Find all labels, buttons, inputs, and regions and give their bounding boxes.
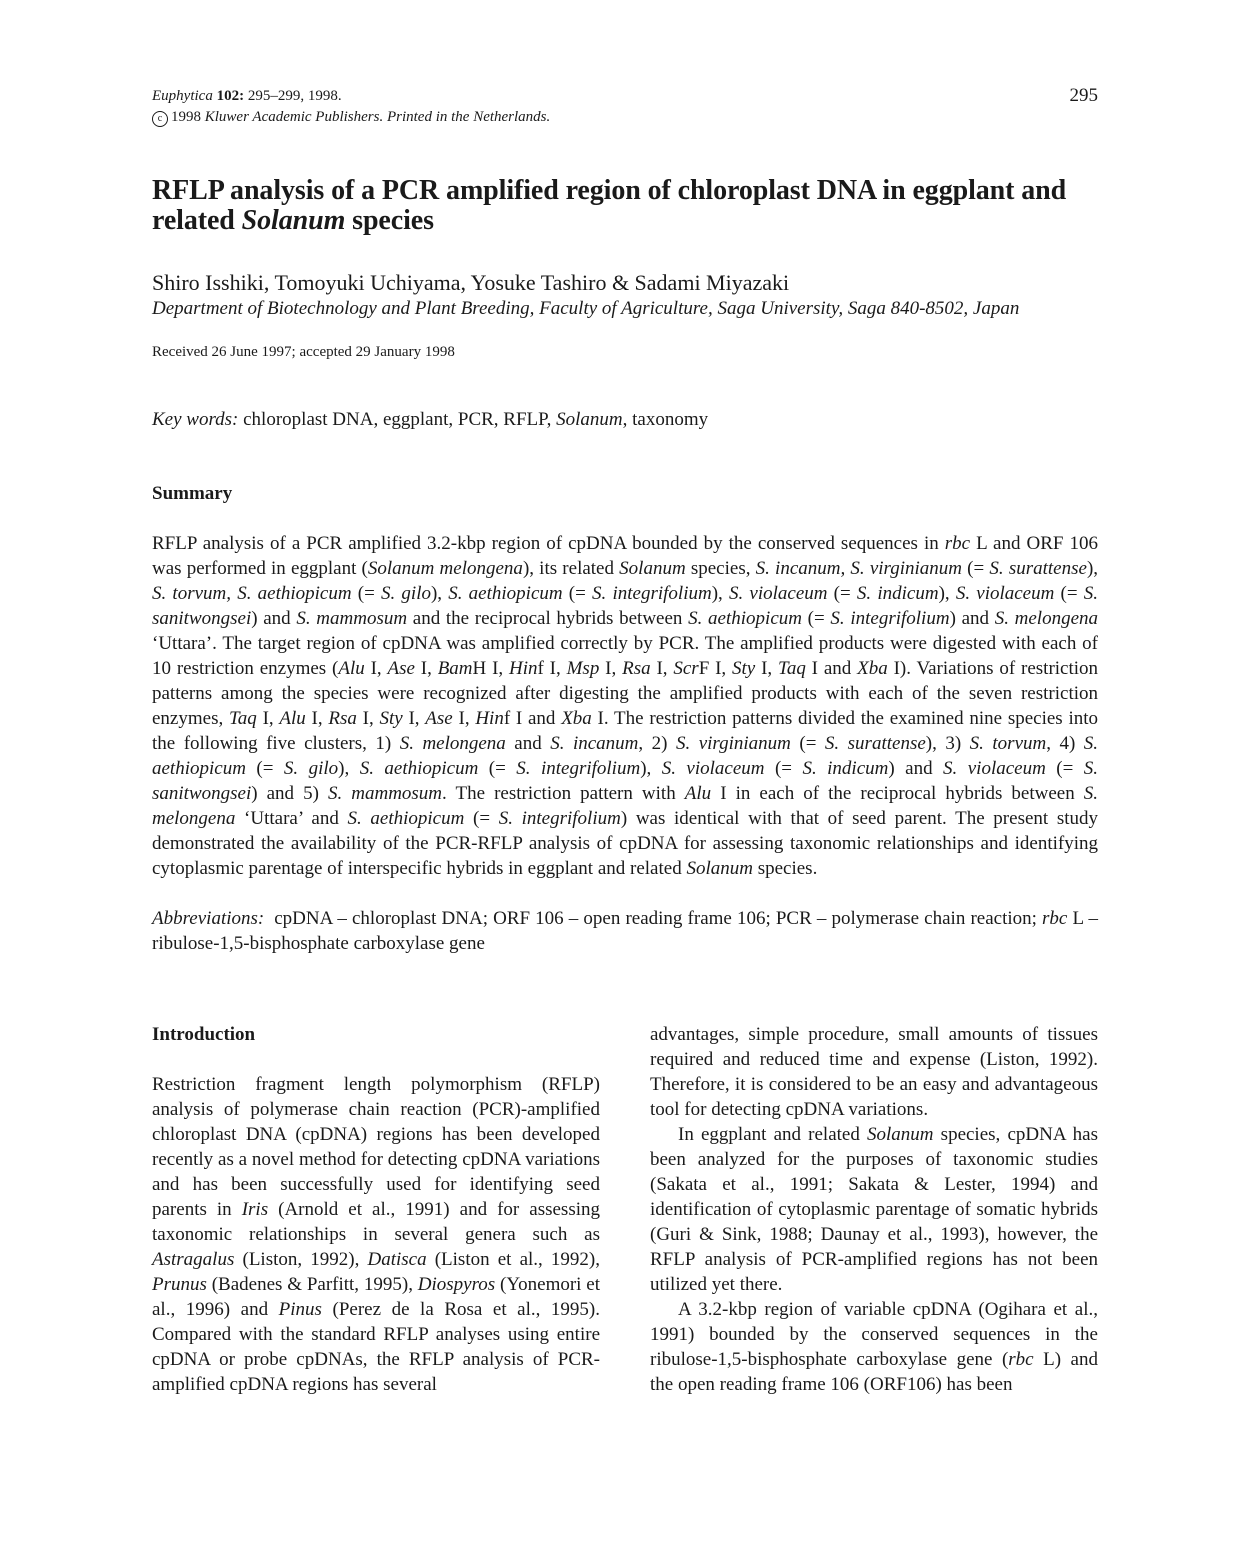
title-text-end: species xyxy=(352,205,434,236)
text-run: ) and 5) xyxy=(251,783,328,804)
text-run: ), xyxy=(338,758,360,779)
text-run: (= xyxy=(245,758,284,779)
text-run: (Liston et al., 1992), xyxy=(426,1249,600,1270)
italic-term: S. torvum, S. aethiopicum xyxy=(152,583,352,604)
text-run: I, xyxy=(356,708,380,729)
introduction-paragraph-1-continued xyxy=(650,1022,1098,1122)
italic-term: Rsa xyxy=(622,658,651,679)
text-run: L) and the open reading frame 106 (ORF106) has been xyxy=(650,1349,1098,1395)
abbreviations-text xyxy=(152,908,1098,954)
text-run: ) and xyxy=(888,758,944,779)
italic-term: S. surattense xyxy=(824,733,926,754)
title-genus: Solanum xyxy=(241,205,346,236)
italic-term: Rsa xyxy=(328,708,357,729)
italic-term: S. incanum, S. virginianum xyxy=(755,558,963,579)
text-run: (= xyxy=(351,583,381,604)
italic-term: rbc xyxy=(944,533,971,554)
paper-page xyxy=(152,85,1099,1395)
text-run: and the reciprocal hybrids between xyxy=(407,608,689,629)
text-run: (= xyxy=(790,733,825,754)
italic-term: S. gilo xyxy=(380,583,431,604)
italic-term: Iris xyxy=(241,1199,269,1220)
italic-term: S. melongena xyxy=(994,608,1099,629)
text-run: cpDNA – chloroplast DNA; ORF 106 – open reading frame 106; PCR – polymerase chain reaction; xyxy=(274,908,1043,929)
italic-term: S. torvum xyxy=(969,733,1047,754)
italic-term: S. violaceum xyxy=(943,758,1046,779)
left-column xyxy=(152,1022,600,1397)
journal-pages-year: 295–299, 1998. xyxy=(247,88,342,104)
text-run: I, xyxy=(364,658,388,679)
text-run: In eggplant and related xyxy=(678,1124,868,1145)
keywords-genus: Solanum xyxy=(556,409,623,430)
italic-term: Taq xyxy=(228,708,257,729)
text-run: f I and xyxy=(503,708,562,729)
italic-term: Solanum melongena xyxy=(367,558,523,579)
text-run: ) was identical with that of seed parent. The present study demonstrated the availability of the PCR-RFLP analysis of cpDNA for assessing taxonomic relationships and identifying cytoplasmic parentage of interspecific hybrids in eggplant and related xyxy=(152,808,1099,879)
abbreviations-label: Abbreviations: xyxy=(152,908,265,929)
text-run: ), xyxy=(430,583,449,604)
italic-term: Solanum xyxy=(686,858,753,879)
italic-term: S. aethiopicum xyxy=(152,733,1099,779)
italic-term: Taq xyxy=(778,658,806,679)
italic-term: Msp xyxy=(566,658,600,679)
italic-term: S. melongena xyxy=(399,733,506,754)
keywords-text: chloroplast DNA, eggplant, PCR, RFLP, xyxy=(243,409,552,430)
text-run: and xyxy=(505,733,551,754)
text-run: I and xyxy=(805,658,858,679)
italic-term: S. indicum xyxy=(856,583,939,604)
text-run: , 2) xyxy=(638,733,676,754)
text-run: I, xyxy=(452,708,476,729)
text-run: (Arnold et al., 1991) and for assessing taxonomic relationships in several genera such as xyxy=(152,1199,600,1245)
text-run: RFLP analysis of a PCR amplified 3.2-kbp region of cpDNA bounded by the conserved sequences in xyxy=(152,533,945,554)
title-text: RFLP analysis of a PCR amplified region of chloroplast DNA in eggplant and related xyxy=(152,175,1067,236)
text-run: (= xyxy=(478,758,517,779)
italic-term: Datisca xyxy=(367,1249,427,1270)
italic-term: Pinus xyxy=(278,1299,322,1320)
text-run: I, xyxy=(256,708,280,729)
italic-term: rbc xyxy=(1042,908,1068,929)
text-run: I, xyxy=(650,658,674,679)
italic-term: Scr xyxy=(673,658,699,679)
italic-term: S. virginianum xyxy=(675,733,791,754)
text-run: I). Variations of restriction patterns among the species were recognized after digesting the amplified products with each of the seven restriction enzymes, xyxy=(152,658,1099,729)
italic-term: Hin xyxy=(475,708,504,729)
italic-term: Diospyros xyxy=(417,1274,496,1295)
text-run: I, xyxy=(755,658,779,679)
text-run: I, xyxy=(305,708,329,729)
text-run: H I, xyxy=(472,658,510,679)
italic-term: S. melongena xyxy=(152,783,1098,829)
keywords-label: Key words: xyxy=(152,409,239,430)
copyright-icon: c xyxy=(152,111,168,127)
text-run: ), 3) xyxy=(925,733,970,754)
copyright-year: 1998 xyxy=(171,109,201,125)
text-run: , 4) xyxy=(1046,733,1084,754)
italic-term: Xba xyxy=(857,658,888,679)
keywords xyxy=(152,407,1098,432)
italic-term: S. mammosum xyxy=(296,608,408,629)
italic-term: Alu xyxy=(338,658,365,679)
italic-term: Solanum xyxy=(867,1124,934,1145)
text-run: (= xyxy=(1054,583,1084,604)
italic-term: S. violaceum xyxy=(728,583,828,604)
text-run: (Yonemori et al., 1996) and xyxy=(152,1274,600,1320)
italic-term: S. aethiopicum xyxy=(347,808,465,829)
text-run: ), xyxy=(640,758,662,779)
italic-term: S. sanitwongsei xyxy=(152,758,1099,804)
text-run: (= xyxy=(827,583,857,604)
text-run: F I, xyxy=(698,658,733,679)
italic-term: S. integrifolium xyxy=(830,608,950,629)
text-run: ), its related xyxy=(522,558,620,579)
italic-term: S. violaceum xyxy=(955,583,1055,604)
italic-term: S. incanum xyxy=(550,733,639,754)
journal-volume: 102: xyxy=(216,88,245,104)
text-run: (Liston, 1992), xyxy=(234,1249,368,1270)
italic-term: Bam xyxy=(437,658,473,679)
introduction-paragraph-2 xyxy=(650,1122,1098,1297)
italic-term: S. aethiopicum xyxy=(688,608,802,629)
received-dates: Received 26 June 1997; accepted 29 January 1998 xyxy=(152,344,455,360)
text-run: advantages, simple procedure, small amounts of tissues required and reduced time and expense (Liston, 1992). Therefore, it is considered to be an easy and advantageous tool for detecting cpDNA variations. xyxy=(650,1024,1098,1120)
text-run: (= xyxy=(464,808,499,829)
journal-header xyxy=(152,86,1098,130)
italic-term: S. mammosum xyxy=(327,783,443,804)
text-run: (= xyxy=(801,608,831,629)
italic-term: Alu xyxy=(684,783,712,804)
introduction-paragraph-1 xyxy=(152,1072,600,1397)
text-run: (= xyxy=(764,758,803,779)
text-run: species, cpDNA has been analyzed for the purposes of taxonomic studies (Sakata et al., 1991; Sakata & Lester, 1994) and identification of cytoplasmic parentage of somatic hybrids (Guri & Sink, 1988; Daunay et al., 1993), however, the RFLP analysis of PCR-amplified regions has not been utilized yet there. xyxy=(650,1124,1098,1295)
text-run: (= xyxy=(562,583,593,604)
text-run: species. xyxy=(752,858,818,879)
italic-term: rbc xyxy=(1008,1349,1034,1370)
italic-term: Alu xyxy=(279,708,306,729)
italic-term: S. sanitwongsei xyxy=(152,583,1099,629)
publisher-text: Kluwer Academic Publishers. Printed in the Netherlands. xyxy=(204,109,551,125)
text-run: ) and xyxy=(251,608,297,629)
copyright-line xyxy=(152,107,1098,128)
article-title xyxy=(152,176,1098,236)
page-number: 295 xyxy=(1069,85,1098,106)
text-run: A 3.2-kbp region of variable cpDNA (Ogihara et al., 1991) bounded by the conserved sequences in the ribulose-1,5-bisphosphate carboxylase gene ( xyxy=(650,1299,1098,1370)
italic-term: Astragalus xyxy=(152,1249,235,1270)
italic-term: Solanum xyxy=(619,558,686,579)
italic-term: Sty xyxy=(379,708,403,729)
text-run: L and ORF 106 was performed in eggplant ( xyxy=(152,533,1099,579)
italic-term: Hin xyxy=(509,658,538,679)
text-run: I in each of the reciprocal hybrids between xyxy=(711,783,1084,804)
keywords-text-end: , taxonomy xyxy=(622,409,709,430)
text-run: ‘Uttara’ and xyxy=(235,808,348,829)
italic-term: S. integrifolium xyxy=(516,758,641,779)
summary-heading: Summary xyxy=(152,483,233,504)
text-run: I. The restriction patterns divided the examined nine species into the following five clusters, 1) xyxy=(152,708,1098,754)
text-run: ), xyxy=(938,583,956,604)
text-run: ), xyxy=(711,583,729,604)
text-run: ) and xyxy=(949,608,995,629)
italic-term: S. indicum xyxy=(802,758,889,779)
text-run: (= xyxy=(962,558,990,579)
italic-term: S. integrifolium xyxy=(498,808,621,829)
italic-term: Prunus xyxy=(152,1274,207,1295)
text-run: ), xyxy=(1086,558,1099,579)
text-run: . The restriction pattern with xyxy=(442,783,685,804)
text-run: I, xyxy=(599,658,623,679)
introduction-paragraph-3 xyxy=(650,1297,1098,1397)
text-run: species, xyxy=(685,558,756,579)
italic-term: Sty xyxy=(732,658,756,679)
italic-term: S. violaceum xyxy=(661,758,765,779)
italic-term: Ase xyxy=(425,708,453,729)
text-run: (Badenes & Parfitt, 1995), xyxy=(206,1274,418,1295)
journal-name: Euphytica xyxy=(152,88,213,104)
text-run: I, xyxy=(414,658,438,679)
text-run: (Perez de la Rosa et al., 1995). Compared with the standard RFLP analyses using entire cpDNA or probe cpDNAs, the RFLP analysis of PCR-amplified cpDNA regions has several xyxy=(152,1299,600,1395)
italic-term: S. integrifolium xyxy=(592,583,712,604)
text-run: Restriction fragment length polymorphism (RFLP) analysis of polymerase chain reaction (PCR)-amplified chloroplast DNA (cpDNA) regions has been developed recently as a novel method for detecting cpDNA variations and has been successfully used for identifying seed parents in xyxy=(152,1074,600,1220)
abbreviations xyxy=(152,906,1098,956)
text-run: L – ribulose-1,5-bisphosphate carboxylase gene xyxy=(152,908,1098,954)
italic-term: Ase xyxy=(387,658,415,679)
italic-term: S. aethiopicum xyxy=(448,583,563,604)
introduction-heading: Introduction xyxy=(152,1024,256,1045)
text-run: (= xyxy=(1045,758,1084,779)
italic-term: Xba xyxy=(561,708,592,729)
italic-term: S. aethiopicum xyxy=(359,758,479,779)
citation-line xyxy=(152,86,1098,107)
text-run: ‘Uttara’. The target region of cpDNA was amplified correctly by PCR. The amplified products were digested with each of 10 restriction enzymes ( xyxy=(152,633,1098,679)
summary-paragraph xyxy=(152,531,1098,881)
right-column xyxy=(650,1022,1098,1397)
text-run: f I, xyxy=(537,658,567,679)
text-run: I, xyxy=(402,708,426,729)
affiliation: Department of Biotechnology and Plant Breeding, Faculty of Agriculture, Saga University, Saga 840-8502, Japan xyxy=(152,298,1020,319)
italic-term: S. surattense xyxy=(989,558,1087,579)
authors: Shiro Isshiki, Tomoyuki Uchiyama, Yosuke Tashiro & Sadami Miyazaki xyxy=(152,270,790,295)
italic-term: S. gilo xyxy=(283,758,339,779)
